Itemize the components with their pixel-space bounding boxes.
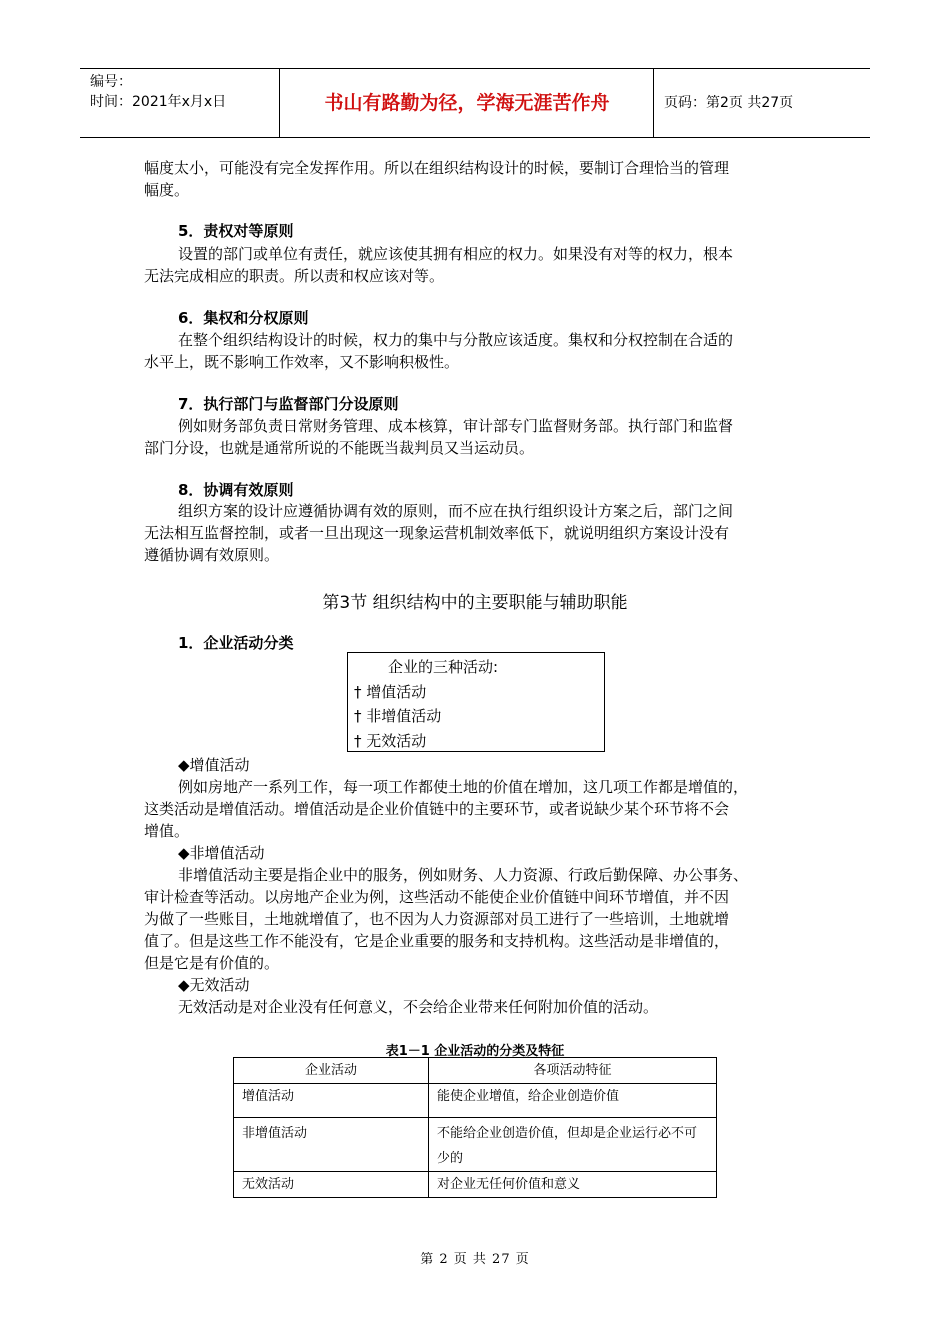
paragraph-5 [144, 243, 810, 287]
table-row [234, 1118, 717, 1172]
heading-6: 6．集权和分权原则 [178, 309, 309, 327]
paragraph-invalid: 无效活动是对企业没有任何意义，不会给企业带来任何附加价值的活动。 [178, 998, 659, 1016]
text-line: 非增值活动主要是指企业中的服务，例如财务、人力资源、行政后勤保障、办公事务、 [178, 866, 749, 884]
text-line: 审计检查等活动。以房地产企业为例，这些活动不能使企业价值链中间环节增值，并不因 [144, 888, 730, 906]
table-cell: 对企业无任何价值和意义 [429, 1172, 717, 1198]
table-cell: 不能给企业创造价值，但却是企业运行必不可少的 [429, 1118, 717, 1172]
text-line: 遵循协调有效原则。 [144, 546, 280, 564]
table-header-cell: 各项活动特征 [429, 1058, 717, 1084]
heading-7: 7．执行部门与监督部门分设原则 [178, 395, 399, 413]
bullet-non-value-added: ◆非增值活动 [178, 844, 265, 862]
text-line: 例如财务部负责日常财务管理、成本核算，审计部专门监督财务部。执行部门和监督 [178, 417, 734, 435]
heading-8: 8．协调有效原则 [178, 481, 294, 499]
text-line: 无法完成相应的职责。所以责和权应该对等。 [144, 267, 445, 285]
activity-types-box [347, 652, 605, 752]
table-cell: 非增值活动 [234, 1118, 429, 1172]
paragraph-0 [144, 157, 810, 201]
text-line: 水平上，既不影响工作效率，又不影响积极性。 [144, 353, 460, 371]
text-line: 在整个组织结构设计的时候，权力的集中与分散应该适度。集权和分权控制在合适的 [178, 331, 734, 349]
header-info [80, 69, 280, 137]
text-line: 这类活动是增值活动。增值活动是企业价值链中的主要环节，或者说缺少某个环节将不会 [144, 800, 730, 818]
table-cell: 增值活动 [234, 1084, 429, 1118]
box-item: † 无效活动 [354, 731, 427, 750]
table-caption: 表1－1 企业活动的分类及特征 [385, 1044, 565, 1059]
number-label: 编号： [90, 74, 132, 90]
table-header-cell: 企业活动 [234, 1058, 429, 1084]
text-line: 增值。 [144, 822, 190, 840]
text-line: 为做了一些账目，土地就增值了，也不因为人力资源部对员工进行了一些培训，土地就增 [144, 910, 730, 928]
text-line: 例如房地产一系列工作，每一项工作都使土地的价值在增加，这几项工作都是增值的， [178, 778, 749, 796]
paragraph-value-added [144, 776, 810, 842]
table-row [234, 1172, 717, 1198]
heading-1: 1．企业活动分类 [178, 634, 294, 652]
activity-table [233, 1057, 717, 1198]
text-line: 幅度。 [144, 181, 190, 199]
table-header-row [234, 1058, 717, 1084]
paragraph-non-value-added [144, 864, 810, 974]
table-cell: 无效活动 [234, 1172, 429, 1198]
text-line: 幅度太小，可能没有完全发挥作用。所以在组织结构设计的时候，要制订合理恰当的管理 [144, 159, 730, 177]
box-item: † 增值活动 [354, 682, 427, 701]
time-label: 时间：2021年x月x日 [90, 94, 227, 110]
page-footer: 第 2 页 共 27 页 [420, 1252, 530, 1267]
text-line: 部门分设，也就是通常所说的不能既当裁判员又当运动员。 [144, 439, 535, 457]
page-header [80, 68, 870, 138]
box-item: † 非增值活动 [354, 707, 442, 725]
table-cell: 能使企业增值，给企业创造价值 [429, 1084, 717, 1118]
bullet-value-added: ◆增值活动 [178, 756, 250, 774]
table-row [234, 1084, 717, 1118]
paragraph-7 [144, 415, 810, 459]
header-page-label: 页码：第2页 共27页 [664, 95, 794, 111]
text-line: 组织方案的设计应遵循协调有效的原则，而不应在执行组织设计方案之后，部门之间 [178, 502, 734, 520]
text-line: 但是它是有价值的。 [144, 954, 280, 972]
section-title: 第3节 组织结构中的主要职能与辅助职能 [322, 593, 628, 613]
box-title: 企业的三种活动: [388, 658, 499, 676]
text-line: 无法相互监督控制，或者一旦出现这一现象运营机制效率低下，就说明组织方案设计没有 [144, 524, 730, 542]
text-line: 值了。但是这些工作不能没有，它是企业重要的服务和支持机构。这些活动是非增值的， [144, 932, 730, 950]
paragraph-8 [144, 500, 810, 566]
paragraph-6 [144, 329, 810, 373]
bullet-invalid: ◆无效活动 [178, 976, 250, 994]
heading-5: 5．责权对等原则 [178, 222, 294, 240]
text-line: 设置的部门或单位有责任，就应该使其拥有相应的权力。如果没有对等的权力，根本 [178, 245, 734, 263]
header-motto: 书山有路勤为径，学海无涯苦作舟 [281, 69, 654, 137]
